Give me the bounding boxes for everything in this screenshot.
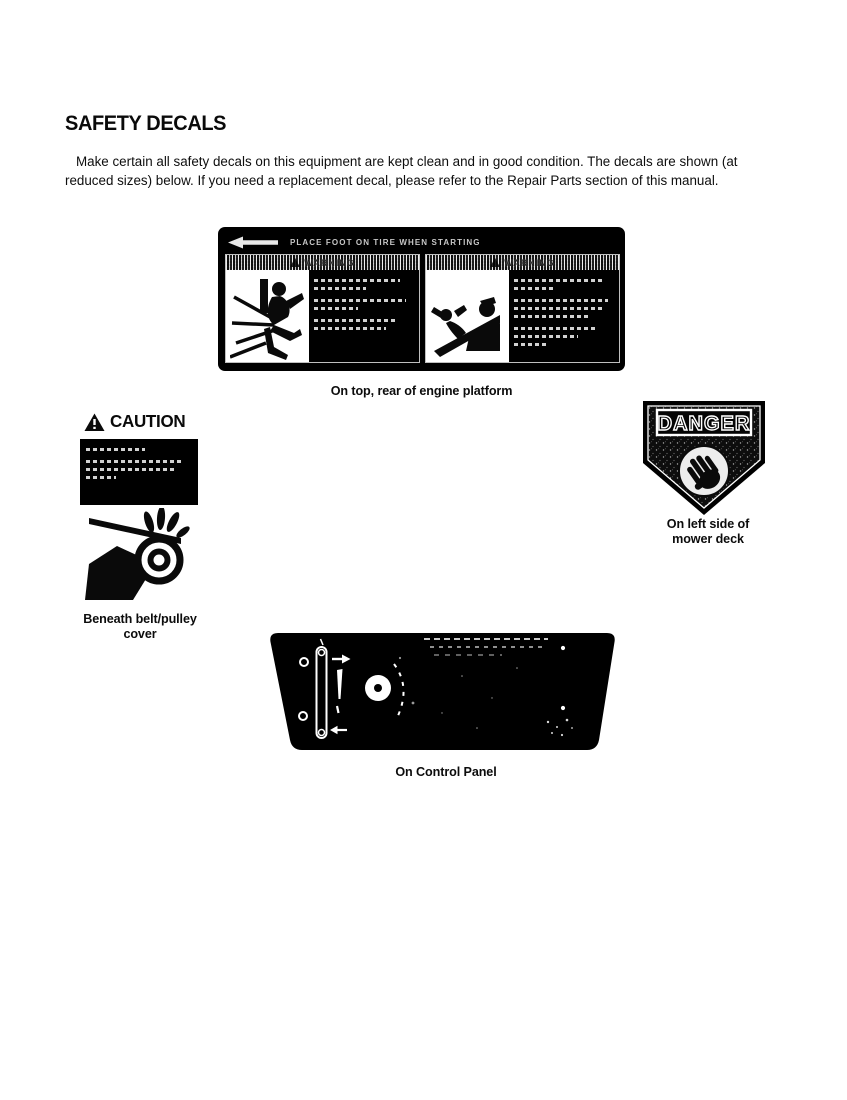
caution-caption-line2: cover <box>123 627 157 641</box>
engine-platform-decal <box>218 227 625 371</box>
caution-label: CAUTION <box>110 411 186 432</box>
warning-text-block <box>309 270 419 362</box>
pinch-point-pictogram <box>85 508 205 604</box>
warning-panel-thrown-objects <box>225 254 420 363</box>
illegible-text-line <box>314 307 358 310</box>
illegible-text-line <box>514 343 548 346</box>
caution-decal-header <box>84 412 185 432</box>
illegible-text-line <box>514 279 604 282</box>
warning-band <box>226 255 419 270</box>
danger-caption-line1: On left side of <box>666 517 750 531</box>
danger-decal-graphic <box>641 399 767 517</box>
engine-platform-caption: On top, rear of engine platform <box>330 384 513 398</box>
decal-top-strip <box>228 233 615 251</box>
danger-caption-line2: mower deck <box>672 532 744 546</box>
intro-paragraph <box>65 152 795 190</box>
caution-caption-line1: Beneath belt/pulley <box>83 612 197 626</box>
illegible-text-line <box>514 327 596 330</box>
control-panel-graphic <box>262 628 624 758</box>
warning-panel-slope <box>425 254 620 363</box>
danger-label: DANGER <box>657 413 751 435</box>
caution-triangle-icon <box>84 413 105 432</box>
illegible-text-line <box>314 319 398 322</box>
illegible-text-line <box>86 468 175 471</box>
slope-slip-pictogram <box>426 270 509 362</box>
warning-text-block <box>509 270 619 362</box>
danger-caption <box>648 517 768 547</box>
warning-band <box>426 255 619 270</box>
illegible-text-line <box>314 279 400 282</box>
illegible-text-line <box>86 460 181 463</box>
warning-triangle-icon <box>290 258 300 267</box>
illegible-text-line <box>514 299 608 302</box>
illegible-text-line <box>86 476 116 479</box>
caution-caption <box>60 612 220 642</box>
thrown-objects-icon <box>230 271 304 361</box>
caution-text-block <box>80 439 198 505</box>
belt-pulley-hand-icon <box>85 508 205 604</box>
page-title: SAFETY DECALS <box>65 112 227 136</box>
illegible-text-line <box>514 307 602 310</box>
illegible-text-line <box>314 299 406 302</box>
illegible-text-line <box>514 315 590 318</box>
thrown-objects-pictogram <box>226 270 309 362</box>
danger-decal <box>641 399 767 517</box>
warning-band-label: WARNING <box>504 257 555 268</box>
intro-line-1: Make certain all safety decals on this equipment are kept clean and in good condition. The decals are shown (at <box>76 154 738 169</box>
left-arrow-icon <box>228 236 280 249</box>
intro-line-2: reduced sizes) below. If you need a replacement decal, please refer to the Repair Parts section of this manual. <box>65 173 719 188</box>
illegible-text-line <box>514 287 554 290</box>
illegible-text-line <box>314 327 386 330</box>
warning-band-label: WARNING <box>304 257 355 268</box>
illegible-text-line <box>314 287 366 290</box>
control-panel-caption: On Control Panel <box>395 765 497 779</box>
warning-triangle-icon <box>490 258 500 267</box>
illegible-text-line <box>86 448 145 451</box>
control-panel-decal <box>262 628 624 758</box>
strip-text: PLACE FOOT ON TIRE WHEN STARTING <box>290 237 481 247</box>
illegible-text-line <box>514 335 578 338</box>
slope-slip-icon <box>430 271 504 361</box>
